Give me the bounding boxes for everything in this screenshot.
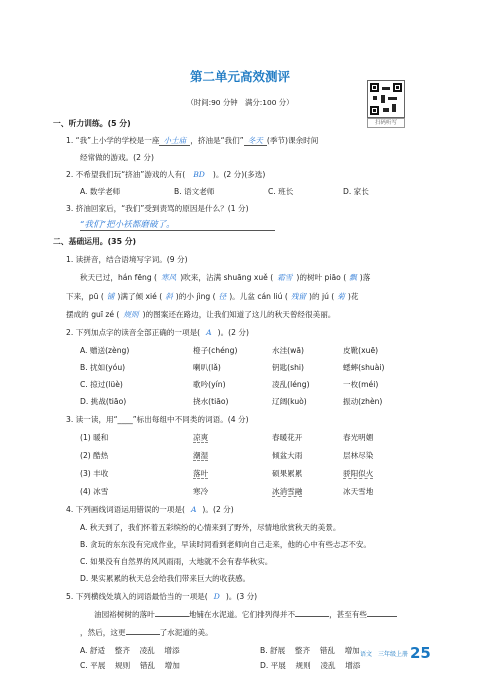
s2-q2-c3: 凌乱(léng)	[272, 380, 310, 389]
s2-q2-c2: 歌吟(yín)	[193, 380, 226, 389]
s2-q5-opt-c: C. 平展 规则 错乱 增加	[80, 661, 180, 670]
s2-q4-opt-b: B. 贪玩的东东没有完成作业，早读时同看到老师向自己走来，他的心中有些忐忑不安。	[80, 540, 372, 549]
s1-q2-opt-d: D. 家长	[343, 187, 369, 196]
qr-label: 扫码听写	[367, 118, 405, 128]
s2-q2-b1: B. 扰如(yóu)	[80, 363, 126, 372]
s2-q5-opt-d: D. 平展 规则 凌乱 增添	[260, 661, 361, 670]
s2-q3-r4c2: 寒冷	[193, 487, 209, 496]
s2-q1-stem: 1. 读拼音，结合语境写字词。(9 分)	[66, 255, 188, 264]
s2-q4-opt-c: C. 如果没有自然界的风风雨雨，大地就不会有春华秋实。	[80, 557, 273, 566]
s2-q2-d3: 辽阔(kuò)	[272, 397, 307, 406]
s2-q1-line3: 摆成的 guī zé ( 规则 )的图案还在路边，让我们知道了这儿的秋天曾经很美丽。	[66, 310, 336, 319]
s2-q3-r3c4: 骄阳似火	[343, 469, 374, 478]
s2-q3-r4c3: 冰消雪融	[272, 487, 303, 496]
s2-q4-stem: 4. 下列画线词语运用错误的一项是( A )。(2 分)	[66, 505, 234, 514]
s2-q3-r3c3: 硕果累累	[272, 469, 303, 478]
s2-q2-d4: 振动(zhèn)	[343, 397, 383, 406]
s2-q3-stem: 3. 读一读，用“____”标出每组中不同类的词语。(4 分)	[66, 415, 249, 424]
s1-q2-opt-c: C. 班长	[268, 187, 294, 196]
s1-q1-line2: 经常做的游戏。(2 分)	[80, 153, 154, 162]
s2-q5-opt-a: A. 舒适 整齐 凌乱 增添	[80, 646, 180, 655]
s2-q2-stem: 2. 下列加点字的读音全部正确的一项是( A )。(2 分)	[66, 328, 249, 337]
s2-q2-c1: C. 掠过(lüè)	[80, 380, 123, 389]
s2-q2-a2: 橙子(chéng)	[193, 346, 238, 355]
s2-q3-r2c1: (2) 酷热	[80, 451, 109, 460]
s1-q2-opt-a: A. 数学老师	[80, 187, 121, 196]
s2-q3-r3c2: 落叶	[193, 469, 209, 478]
s2-q3-r1c2: 凉爽	[193, 433, 209, 442]
s1-q2-stem: 2. 不希望我们玩“挤油”游戏的人有( BD )。(2 分)(多选)	[66, 170, 266, 179]
s2-q2-b3: 钥匙(shi)	[272, 363, 304, 372]
s2-q5-opt-b: B. 舒展 整齐 错乱 增加	[260, 646, 360, 655]
s2-q3-r2c4: 层林尽染	[343, 451, 374, 460]
exam-info: （时间:90 分钟 满分:100 分）	[186, 98, 294, 107]
s2-q4-opt-d: D. 果实累累的秋天总会给我们带来巨大的收获感。	[80, 574, 251, 583]
s1-q1-line1: 1. “我”上小学的学校是一座 小土庙 ，挤油是“我们” 冬天 (季节)课余时间	[66, 136, 319, 145]
s2-q3-r2c3: 倾盆大雨	[272, 451, 303, 460]
s2-q3-r3c1: (3) 丰收	[80, 469, 109, 478]
s2-q3-r1c4: 春光明媚	[343, 433, 374, 442]
s2-q2-b4: 蟋蟀(shuài)	[343, 363, 385, 372]
s2-q2-a4: 皮靴(xuē)	[343, 346, 379, 355]
s1-q3-stem: 3. 挤油回家后，“我们”受到责骂的原因是什么？(1 分)	[66, 204, 249, 213]
s2-q2-a1: A. 赠送(zèng)	[80, 346, 130, 355]
s2-q3-r1c1: (1) 暖和	[80, 433, 109, 442]
s2-q5-passage-line2: ，然后，这更 了水泥道的美。	[80, 628, 213, 637]
s2-q2-b2: 喇叭(lǎ)	[193, 363, 221, 372]
s2-q3-r4c1: (4) 冰雪	[80, 487, 109, 496]
s2-q2-d2: 挠水(tiāo)	[193, 397, 229, 406]
s2-q3-r2c2: 潮湿	[193, 451, 209, 460]
s2-q3-r4c4: 冰天雪地	[343, 487, 374, 496]
section-heading-listening: 一、听力训练。(5 分)	[53, 119, 131, 128]
s2-q2-c4: 一枚(méi)	[343, 380, 379, 389]
page-number: 25	[410, 644, 431, 662]
s2-q3-r1c3: 春暖花开	[272, 433, 303, 442]
s1-q2-opt-b: B. 语文老师	[174, 187, 215, 196]
s2-q1-line1: 秋天已过，hán fēng ( 寒风 )吹来，沾满 shuāng xuě ( 霜雪 )的树叶 piāo ( 飘 )落	[80, 273, 371, 282]
s2-q2-a3: 水洼(wā)	[272, 346, 304, 355]
s2-q5-stem: 5. 下列横线处填入的词语最恰当的一项是( D )。(3 分)	[66, 592, 258, 601]
page-title: 第二单元高效测评	[189, 69, 290, 84]
qr-code-icon[interactable]	[367, 80, 405, 118]
s2-q5-passage-line1: 油园裕树树的落叶 地铺在水泥道。它们排列得并不 ，甚至有些	[94, 611, 397, 619]
s2-q4-opt-a: A. 秋天到了，我们怀着五彩缤纷的心情来到了野外，尽情地欣赏秋天的美景。	[80, 523, 341, 532]
s2-q1-line2: 下来，pū ( 铺 )满了倾 xié ( 斜 )的小 jìng ( 径 )。儿盆 cán liú ( 残留 )的 jú ( 菊 )花	[66, 292, 359, 301]
section-heading-basic: 二、基础运用。(35 分)	[53, 237, 137, 246]
s1-q3-answer: “我们”把小袄都磨破了。	[80, 221, 275, 231]
footer-label: 语文 三年级上册	[360, 651, 409, 658]
s2-q2-d1: D. 挑战(tiāo)	[80, 397, 127, 406]
